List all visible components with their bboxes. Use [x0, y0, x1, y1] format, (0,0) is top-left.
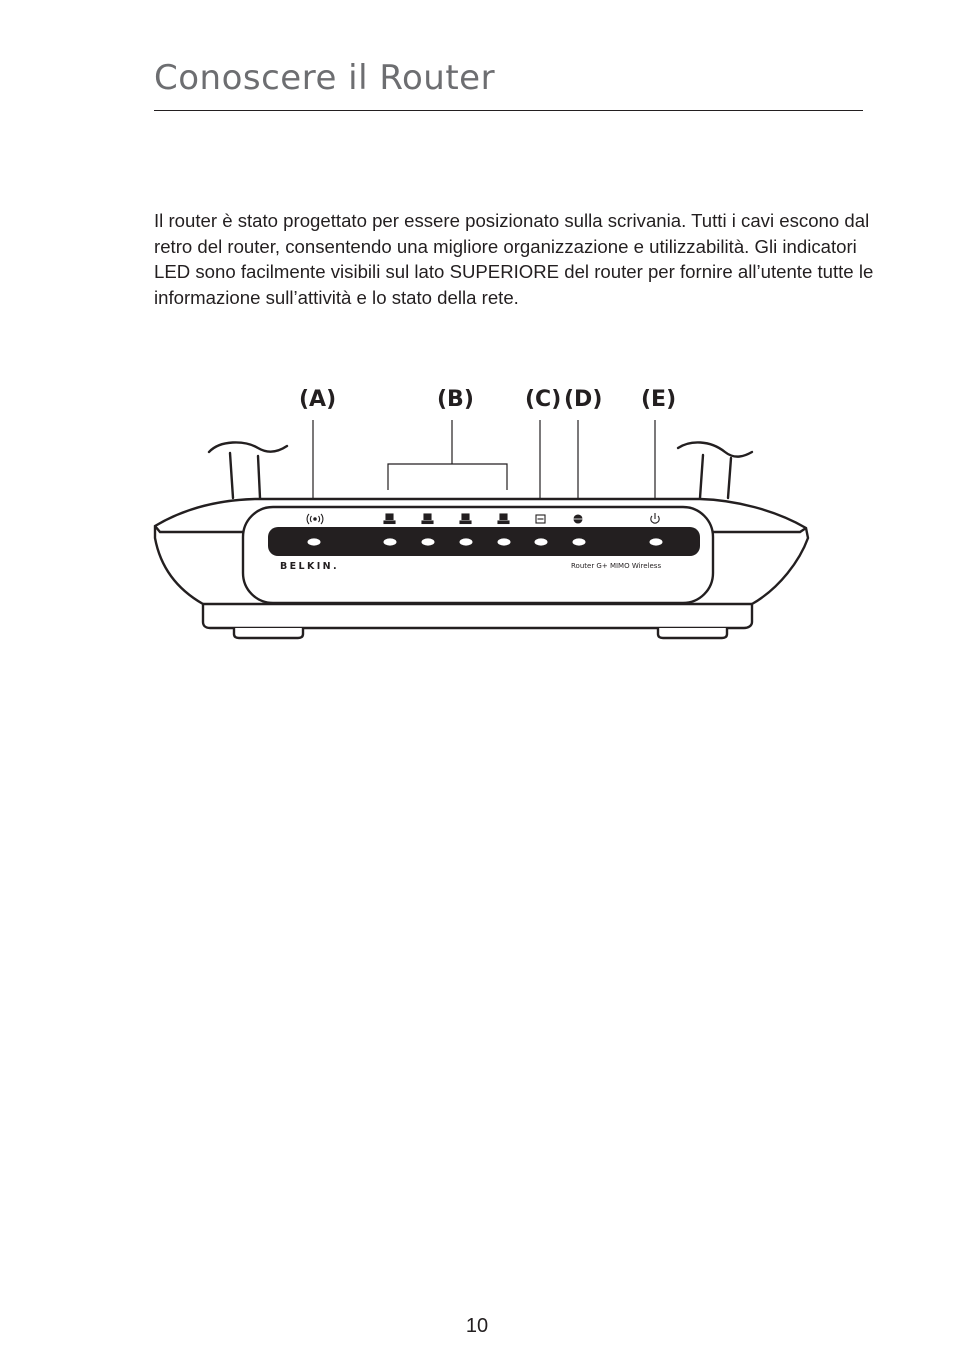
internet-icon: [573, 515, 583, 523]
callout-b-label: (B): [437, 387, 474, 412]
computer-icon: [384, 514, 395, 524]
right-antenna: [678, 442, 752, 498]
led-internet: [573, 538, 586, 545]
model-label: Router G+ MIMO Wireless: [571, 562, 662, 570]
callout-d-label: (D): [564, 387, 603, 412]
right-foot: [658, 628, 727, 638]
computer-icon: [460, 514, 471, 524]
led-modem: [535, 538, 548, 545]
led-wireless: [308, 538, 321, 545]
led-power: [650, 538, 663, 545]
brand-logo: BELKIN.: [280, 561, 340, 572]
page-title: Conoscere il Router: [154, 58, 496, 98]
left-antenna: [209, 442, 287, 498]
callout-b-bracket: [388, 464, 507, 490]
intro-paragraph: Il router è stato progettato per essere posizionato sulla scrivania. Tutti i cavi escono dal retro del router, consentendo una migliore organizzazione e utilizzabilità. Gli indicatori LED sono facilmente visibili sul lato SUPERIORE del router per fornire all’utente tutte le informazione sull’attività e lo stato della rete.: [154, 210, 874, 308]
led-port-1: [384, 538, 397, 545]
computer-icon: [498, 514, 509, 524]
led-strip: [268, 527, 700, 556]
callout-a-label: (A): [299, 387, 337, 412]
led-port-2: [422, 538, 435, 545]
led-port-3: [460, 538, 473, 545]
router-diagram: [0, 360, 954, 660]
led-port-4: [498, 538, 511, 545]
left-foot: [234, 628, 303, 638]
title-divider: [154, 110, 863, 111]
computer-icon: [422, 514, 433, 524]
page-number: 10: [465, 1315, 489, 1337]
modem-icon: [536, 515, 545, 523]
router-body: [155, 499, 808, 638]
callout-c-label: (C): [525, 387, 562, 412]
callout-e-label: (E): [641, 387, 677, 412]
